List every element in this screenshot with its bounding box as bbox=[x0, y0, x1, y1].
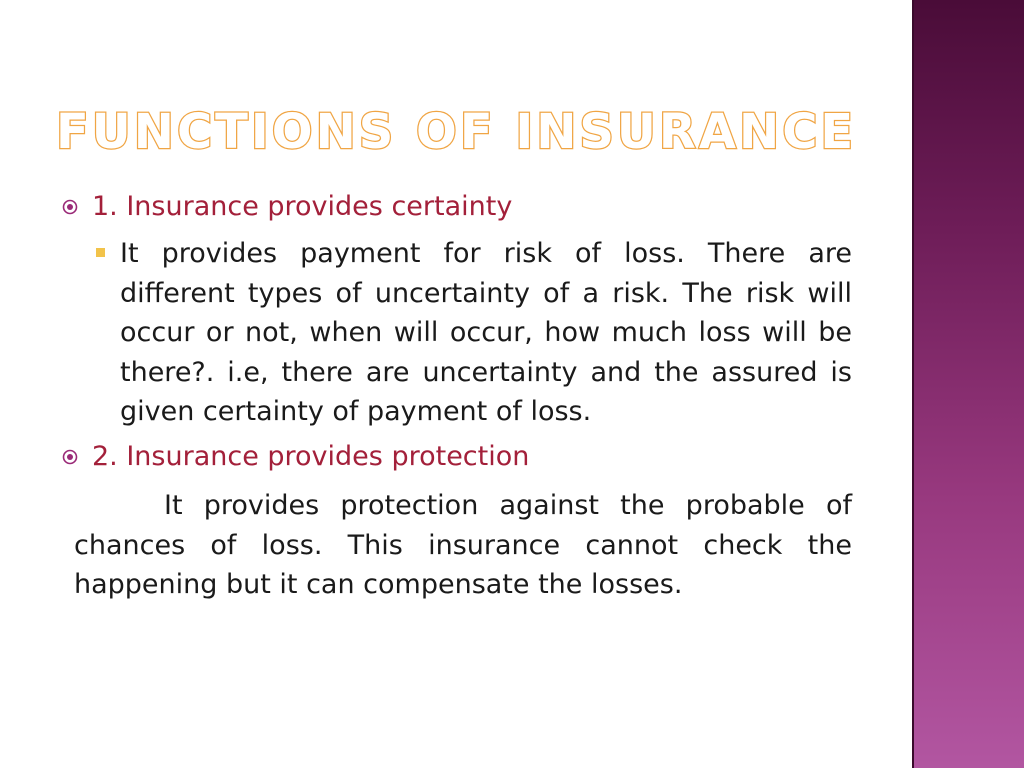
sub-bullet-1 bbox=[96, 234, 852, 432]
bullet-heading-2: 2. Insurance provides protection bbox=[92, 441, 530, 472]
sub-bullet-text-1: It provides payment for risk of loss. There are different types of uncertainty of a risk. The risk will occur or not, when will occur, how much loss will be there?. i.e, there are uncertainty and the assured is given certainty of payment of loss. bbox=[120, 238, 852, 427]
bullet-heading-1: 1. Insurance provides certainty bbox=[92, 191, 513, 222]
slide-title: FUNCTIONS OF INSURANCE bbox=[56, 104, 857, 160]
body-paragraph-2: It provides protection against the probable of chances of loss. This insurance cannot check the happening but it can compensate the losses. bbox=[74, 490, 852, 600]
bullet-point-2 bbox=[62, 439, 529, 475]
circle-bullet-icon bbox=[62, 449, 78, 465]
circle-bullet-icon bbox=[62, 199, 78, 215]
bullet-point-1 bbox=[62, 189, 512, 225]
square-bullet-icon bbox=[96, 248, 105, 257]
decorative-side-band bbox=[912, 0, 1024, 768]
